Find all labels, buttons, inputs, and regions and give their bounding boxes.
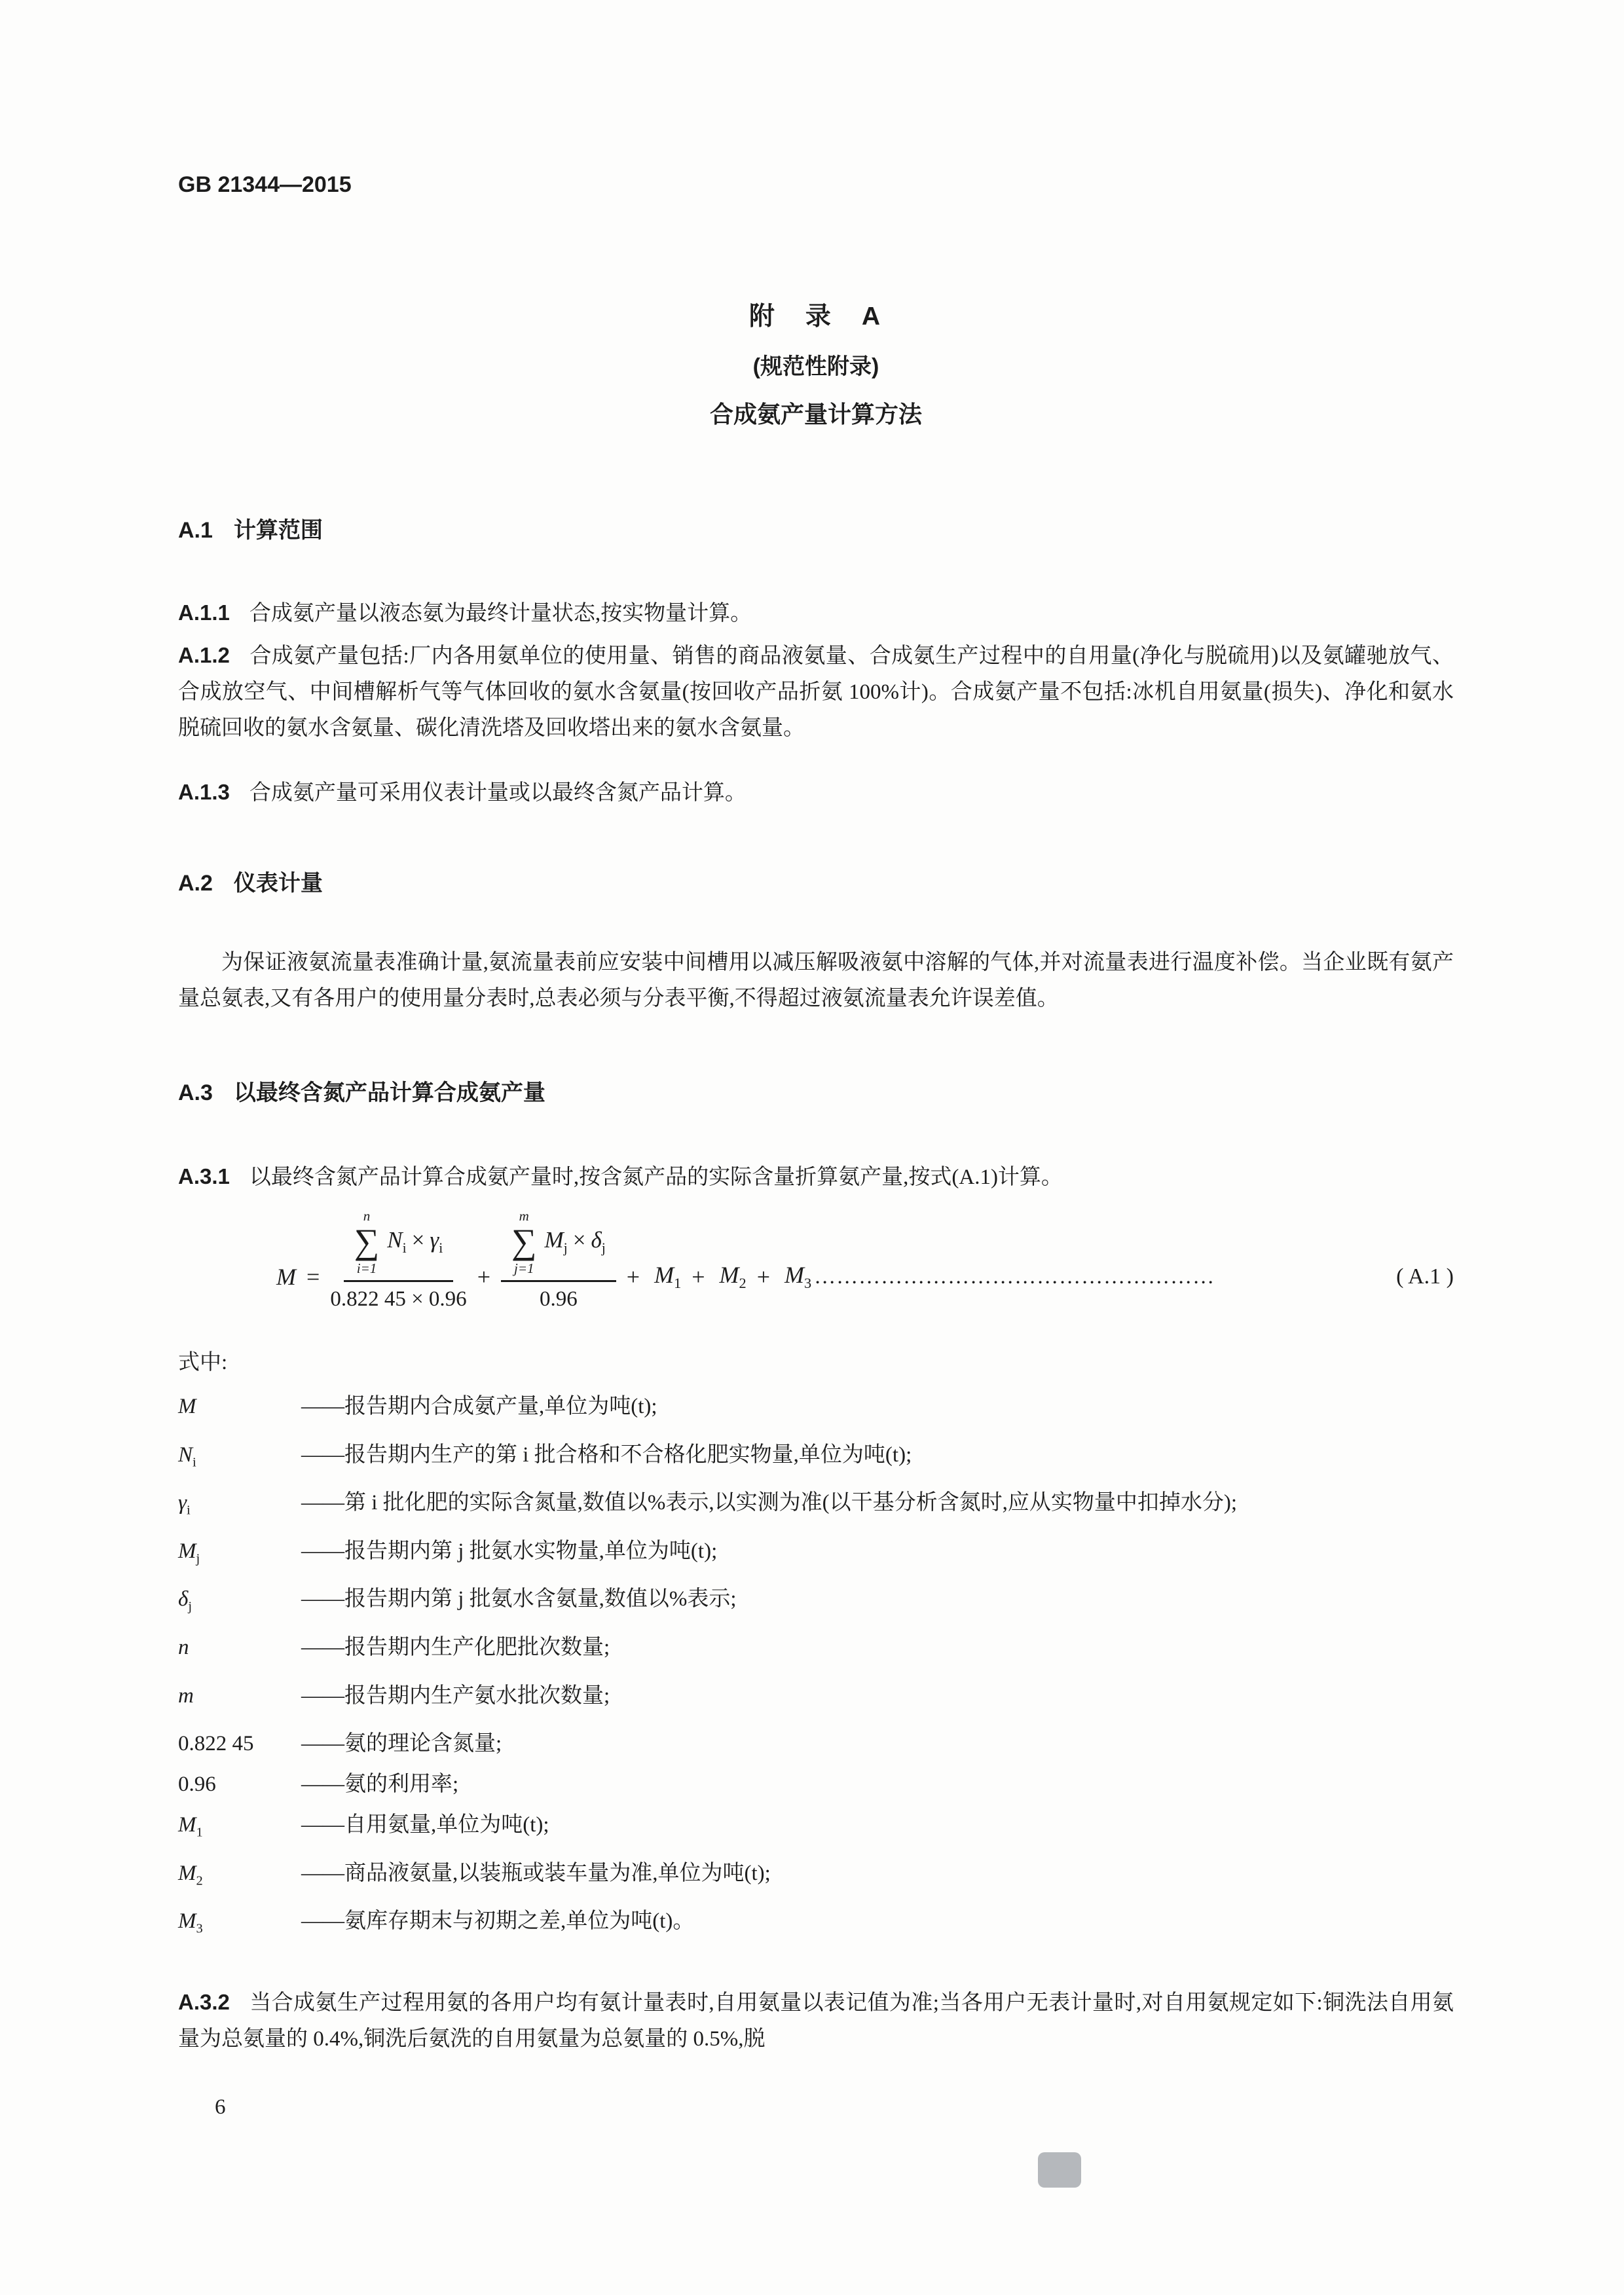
definition-row xyxy=(178,1437,1454,1481)
section-title: 仪表计量 xyxy=(233,871,323,896)
definition-row xyxy=(178,1581,1454,1625)
definition-row xyxy=(178,1678,1454,1722)
clause-text: 为保证液氨流量表准确计量,氨流量表前应安装中间槽用以减压解吸液氨中溶解的气体,并对流量表进行温度补偿。当企业既有氨产量总氨表,又有各用户的使用量分表时,总表必须与分表平衡,不得超过液氨流量表允许误差值。 xyxy=(178,951,1454,1010)
definition-row xyxy=(178,1726,1454,1762)
plus-sign: + xyxy=(756,1263,770,1290)
clause-label: A.1.3 xyxy=(178,780,230,804)
clause-text: 合成氨产量以液态氨为最终计量状态,按实物量计算。 xyxy=(249,602,752,625)
paragraph-a3-2 xyxy=(178,1984,1454,2057)
symbol: $M_2$ xyxy=(178,1861,203,1888)
clause-text: 以最终含氮产品计算合成氨产量时,按含氮产品的实际含量折算氨产量,按式(A.1)计算。 xyxy=(249,1166,1063,1189)
plus-sign: + xyxy=(626,1263,640,1290)
equation-math xyxy=(276,1208,812,1328)
definition-dash: —— xyxy=(301,1587,344,1611)
section-heading-a1 xyxy=(178,516,1454,545)
section-heading-a2 xyxy=(178,869,1454,898)
clause-label: A.3.2 xyxy=(178,1989,230,2014)
appendix-type: (规范性附录) xyxy=(752,354,879,379)
definition-row xyxy=(178,1856,1454,1900)
sigma-glyph: ∑ xyxy=(354,1222,380,1262)
section-number: A.2 xyxy=(178,871,213,896)
definition-dash: —— xyxy=(301,1909,344,1934)
standard-number-header: GB 21344—2015 xyxy=(178,172,352,197)
symbol: $M_3$ xyxy=(178,1909,203,1936)
symbol-definitions-list xyxy=(178,1389,1454,1947)
equation-lhs: M xyxy=(276,1263,296,1290)
appendix-title-block xyxy=(178,296,1454,430)
clause-label: A.1.2 xyxy=(178,643,230,667)
paragraph-a2 xyxy=(178,945,1454,1017)
clause-text: 当合成氨生产过程用氨的各用户均有氨计量表时,自用氨量以表记值为准;当各用户无表计量时,对自用氨规定如下:铜洗法自用氨量为总氨量的 0.4%,铜洗后氨洗的自用氨量为总氨量的 0.5%,脱 xyxy=(178,1991,1454,2051)
sigma-glyph: ∑ xyxy=(511,1222,537,1262)
page-content xyxy=(178,172,1454,2120)
definition-dash: —— xyxy=(301,1491,344,1515)
section-number: A.3 xyxy=(178,1080,213,1105)
paragraph-a3-1 xyxy=(178,1158,1454,1196)
definition-dash: —— xyxy=(301,1683,344,1708)
clause-label: A.3.1 xyxy=(178,1164,230,1188)
definition-dash: —— xyxy=(301,1861,344,1885)
symbol: $M_j$ xyxy=(178,1539,200,1566)
definition-text: 报告期内生产化肥批次数量; xyxy=(344,1635,610,1659)
denominator: 0.822 45 × 0.96 xyxy=(330,1287,467,1311)
definition-row xyxy=(178,1630,1454,1674)
numerator xyxy=(501,1208,616,1281)
times-sign: × xyxy=(572,1227,586,1253)
paragraph-a1-3 xyxy=(178,774,1454,811)
clause-text: 合成氨产量可采用仪表计量或以最终含氮产品计算。 xyxy=(249,781,747,805)
definition-dash: —— xyxy=(301,1395,344,1418)
definition-text: 第 i 批化肥的实际含氮量,数值以%表示,以实测为准(以干基分析含氮时,应从实物量中扣掉水分); xyxy=(344,1491,1238,1515)
numerator-expression: $M_j \times \delta_j$ xyxy=(544,1227,606,1257)
term-m1: $M_1$ xyxy=(654,1262,682,1292)
appendix-heading: 附 录 A xyxy=(748,303,883,331)
definition-row xyxy=(178,1903,1454,1947)
clause-label: A.1.1 xyxy=(178,600,230,625)
plus-sign: + xyxy=(692,1263,705,1290)
definition-dash: —— xyxy=(301,1635,344,1659)
fraction-term-2 xyxy=(501,1208,616,1311)
definition-dash: —— xyxy=(301,1442,344,1467)
fraction-term-1 xyxy=(330,1208,466,1311)
definition-row xyxy=(178,1485,1454,1529)
times-sign: × xyxy=(411,1227,425,1253)
equation-a1 xyxy=(178,1208,1454,1332)
symbol: 0.96 xyxy=(178,1772,216,1797)
where-label: 式中: xyxy=(178,1351,228,1374)
definition-row xyxy=(178,1767,1454,1803)
section-heading-a3 xyxy=(178,1078,1454,1107)
symbol: 0.822 45 xyxy=(178,1732,254,1756)
symbol: n xyxy=(178,1635,189,1659)
symbol: m xyxy=(178,1683,194,1708)
definition-text: 报告期内第 j 批氨水实物量,单位为吨(t); xyxy=(344,1539,718,1563)
equals-sign: = xyxy=(306,1263,320,1290)
page-number: 6 xyxy=(215,2095,226,2119)
symbol: $\delta_j$ xyxy=(178,1587,193,1614)
definition-row xyxy=(178,1389,1454,1433)
definition-text: 氨的利用率; xyxy=(344,1772,459,1797)
definition-dash: —— xyxy=(301,1539,344,1563)
definition-text: 报告期内第 j 批氨水含氨量,数值以%表示; xyxy=(344,1587,737,1611)
definition-dash: —— xyxy=(301,1732,344,1756)
section-title: 以最终含氮产品计算合成氨产量 xyxy=(233,1080,545,1105)
summation-symbol: m ∑ j=1 xyxy=(511,1208,537,1276)
definition-text: 报告期内生产氨水批次数量; xyxy=(344,1683,610,1708)
scan-artifact-blob xyxy=(1038,2152,1081,2188)
symbol: $N_i$ xyxy=(178,1442,196,1470)
plus-sign: + xyxy=(477,1263,490,1290)
definition-row xyxy=(178,1533,1454,1577)
symbol: M xyxy=(178,1395,196,1418)
definition-text: 报告期内合成氨产量,单位为吨(t); xyxy=(344,1395,657,1418)
numerator xyxy=(344,1208,453,1281)
numerator-expression: $N_i \times \gamma_i$ xyxy=(387,1227,443,1257)
definition-dash: —— xyxy=(301,1813,344,1837)
definition-text: 报告期内生产的第 i 批合格和不合格化肥实物量,单位为吨(t); xyxy=(344,1442,912,1467)
summation-symbol: n ∑ i=1 xyxy=(354,1208,380,1276)
clause-text: 合成氨产量包括:厂内各用氨单位的使用量、销售的商品液氨量、合成氨生产过程中的自用量(净化与脱硫用)以及氨罐驰放气、合成放空气、中间槽解析气等气体回收的氨水含氨量(按回收产品折氨 100%计)。合成氨产量不包括:冰机自用氨量(损失)、净化和氨水脱硫回收的氨水含氨量、碳化清洗塔及回收塔出来的氨水含氨量。 xyxy=(178,644,1454,740)
paragraph-a1-1 xyxy=(178,595,1454,632)
definition-text: 自用氨量,单位为吨(t); xyxy=(344,1813,549,1837)
denominator: 0.96 xyxy=(540,1287,578,1311)
equation-number: ( A.1 ) xyxy=(1396,1264,1454,1289)
appendix-name: 合成氨产量计算方法 xyxy=(709,401,922,428)
symbol: $M_1$ xyxy=(178,1813,203,1840)
definition-text: 商品液氨量,以装瓶或装车量为准,单位为吨(t); xyxy=(344,1861,771,1885)
definition-row xyxy=(178,1807,1454,1851)
term-m2: $M_2$ xyxy=(719,1262,747,1292)
section-number: A.1 xyxy=(178,518,213,543)
definition-text: 氨的理论含氮量; xyxy=(344,1732,502,1756)
section-title: 计算范围 xyxy=(233,518,323,543)
symbol: $\gamma_i$ xyxy=(178,1491,191,1518)
paragraph-a1-2 xyxy=(178,637,1454,746)
definition-text: 氨库存期末与初期之差,单位为吨(t)。 xyxy=(344,1909,695,1934)
term-m3: $M_3$ xyxy=(784,1262,812,1292)
definition-dash: —— xyxy=(301,1772,344,1797)
equation-leader-dots: ……………………………………………… xyxy=(814,1264,1215,1289)
